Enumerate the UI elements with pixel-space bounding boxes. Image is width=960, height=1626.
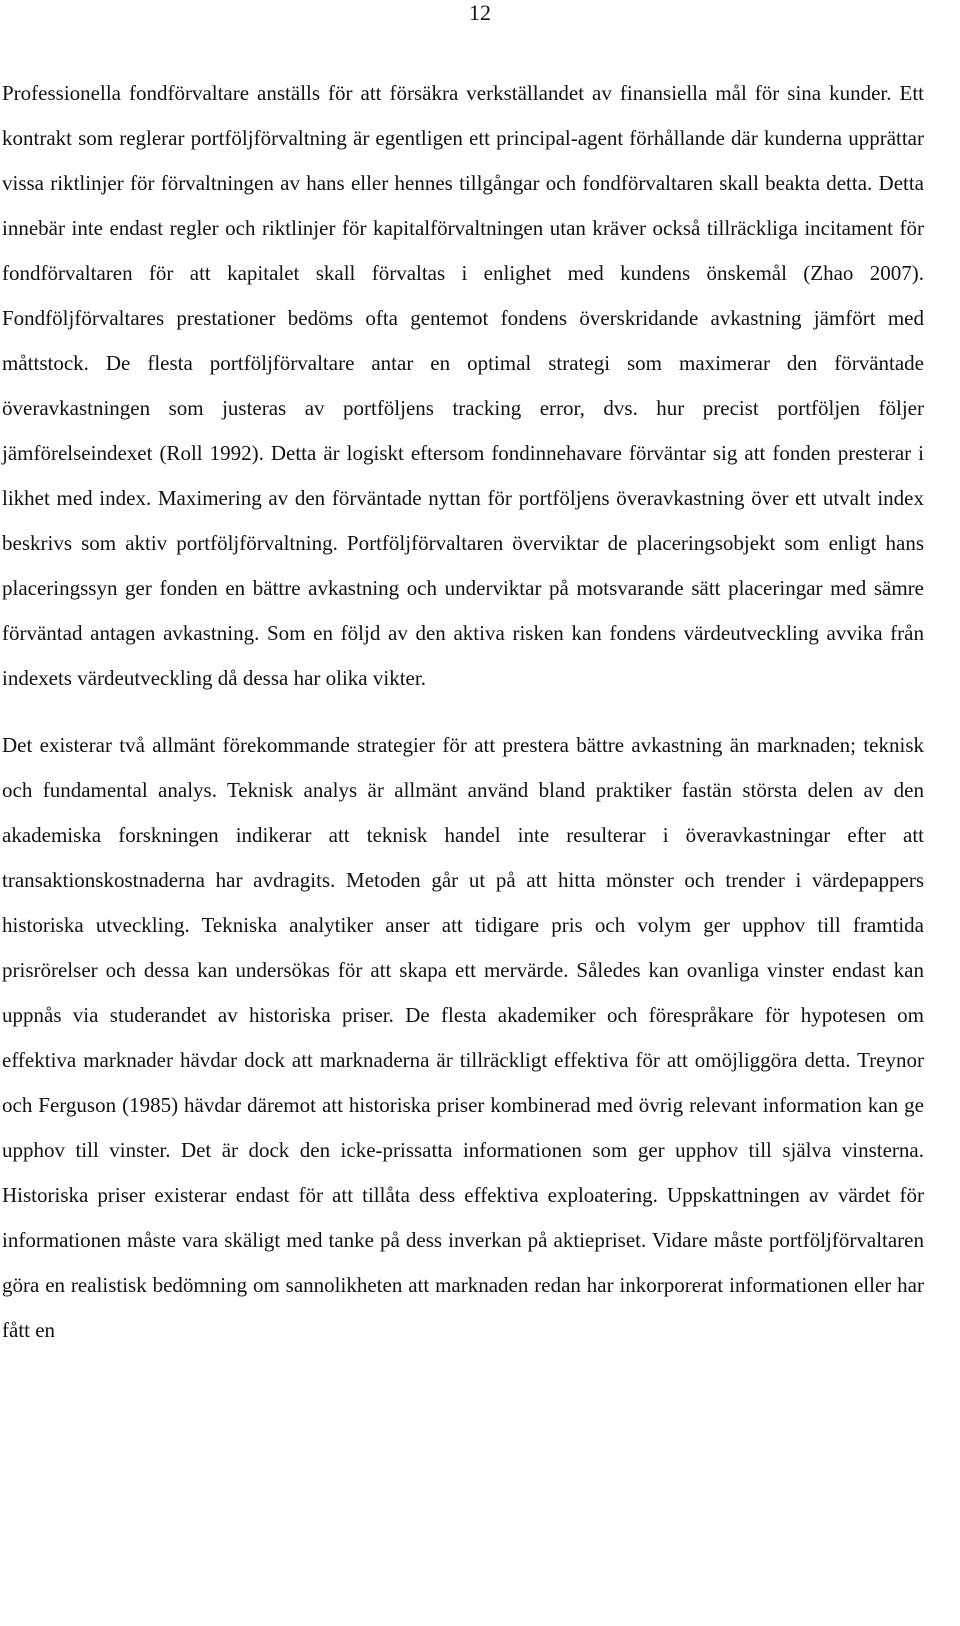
body-text [2, 71, 924, 1353]
paragraph-2: Det existerar två allmänt förekommande strategier för att prestera bättre avkastning än marknaden; teknisk och fundamental analys. Teknisk analys är allmänt använd bland praktiker fastän största delen av den akademiska forskningen indikerar att teknisk handel inte resulterar i överavkastningar efter att transaktionskostnaderna har avdragits. Metoden går ut på att hitta mönster och trender i värdepappers historiska utveckling. Tekniska analytiker anser att tidigare pris och volym ger upphov till framtida prisrörelser och dessa kan undersökas för att skapa ett mervärde. Således kan ovanliga vinster endast kan uppnås via studerandet av historiska priser. De flesta akademiker och förespråkare för hypotesen om effektiva marknader hävdar dock att marknaderna är tillräckligt effektiva för att omöjliggöra detta. Treynor och Ferguson (1985) hävdar däremot att historiska priser kombinerad med övrig relevant information kan ge upphov till vinster. Det är dock den icke-prissatta informationen som ger upphov till själva vinsterna. Historiska priser existerar endast för att tillåta dess effektiva exploatering. Uppskattningen av värdet för informationen måste vara skäligt med tanke på dess inverkan på aktiepriset. Vidare måste portföljförvaltaren göra en realistisk bedömning om sannolikheten att marknaden redan har inkorporerat informationen eller har fått en [2, 733, 924, 1342]
paragraph-1: Professionella fondförvaltare anställs för att försäkra verkställandet av finansiella mål för sina kunder. Ett kontrakt som reglerar portföljförvaltning är egentligen ett principal-agent förhållande där kunderna upprättar vissa riktlinjer för förvaltningen av hans eller hennes tillgångar och fondförvaltaren skall beakta detta. Detta innebär inte endast regler och riktlinjer för kapitalförvaltningen utan kräver också tillräckliga incitament för fondförvaltaren för att kapitalet skall förvaltas i enlighet med kundens önskemål (Zhao 2007). Fondföljförvaltares prestationer bedöms ofta gentemot fondens överskridande avkastning jämfört med måttstock. De flesta portföljförvaltare antar en optimal strategi som maximerar den förväntade överavkastningen som justeras av portföljens tracking error, dvs. hur precist portföljen följer jämförelseindexet (Roll 1992). Detta är logiskt eftersom fondinnehavare förväntar sig att fonden presterar i likhet med index. Maximering av den förväntade nyttan för portföljens överavkastning över ett utvalt index beskrivs som aktiv portföljförvaltning. Portföljförvaltaren överviktar de placeringsobjekt som enligt hans placeringssyn ger fonden en bättre avkastning och underviktar på motsvarande sätt placeringar med sämre förväntad antagen avkastning. Som en följd av den aktiva risken kan fondens värdeutveckling avvika från indexets värdeutveckling då dessa har olika vikter. [2, 81, 924, 690]
page-number: 12 [469, 0, 491, 25]
